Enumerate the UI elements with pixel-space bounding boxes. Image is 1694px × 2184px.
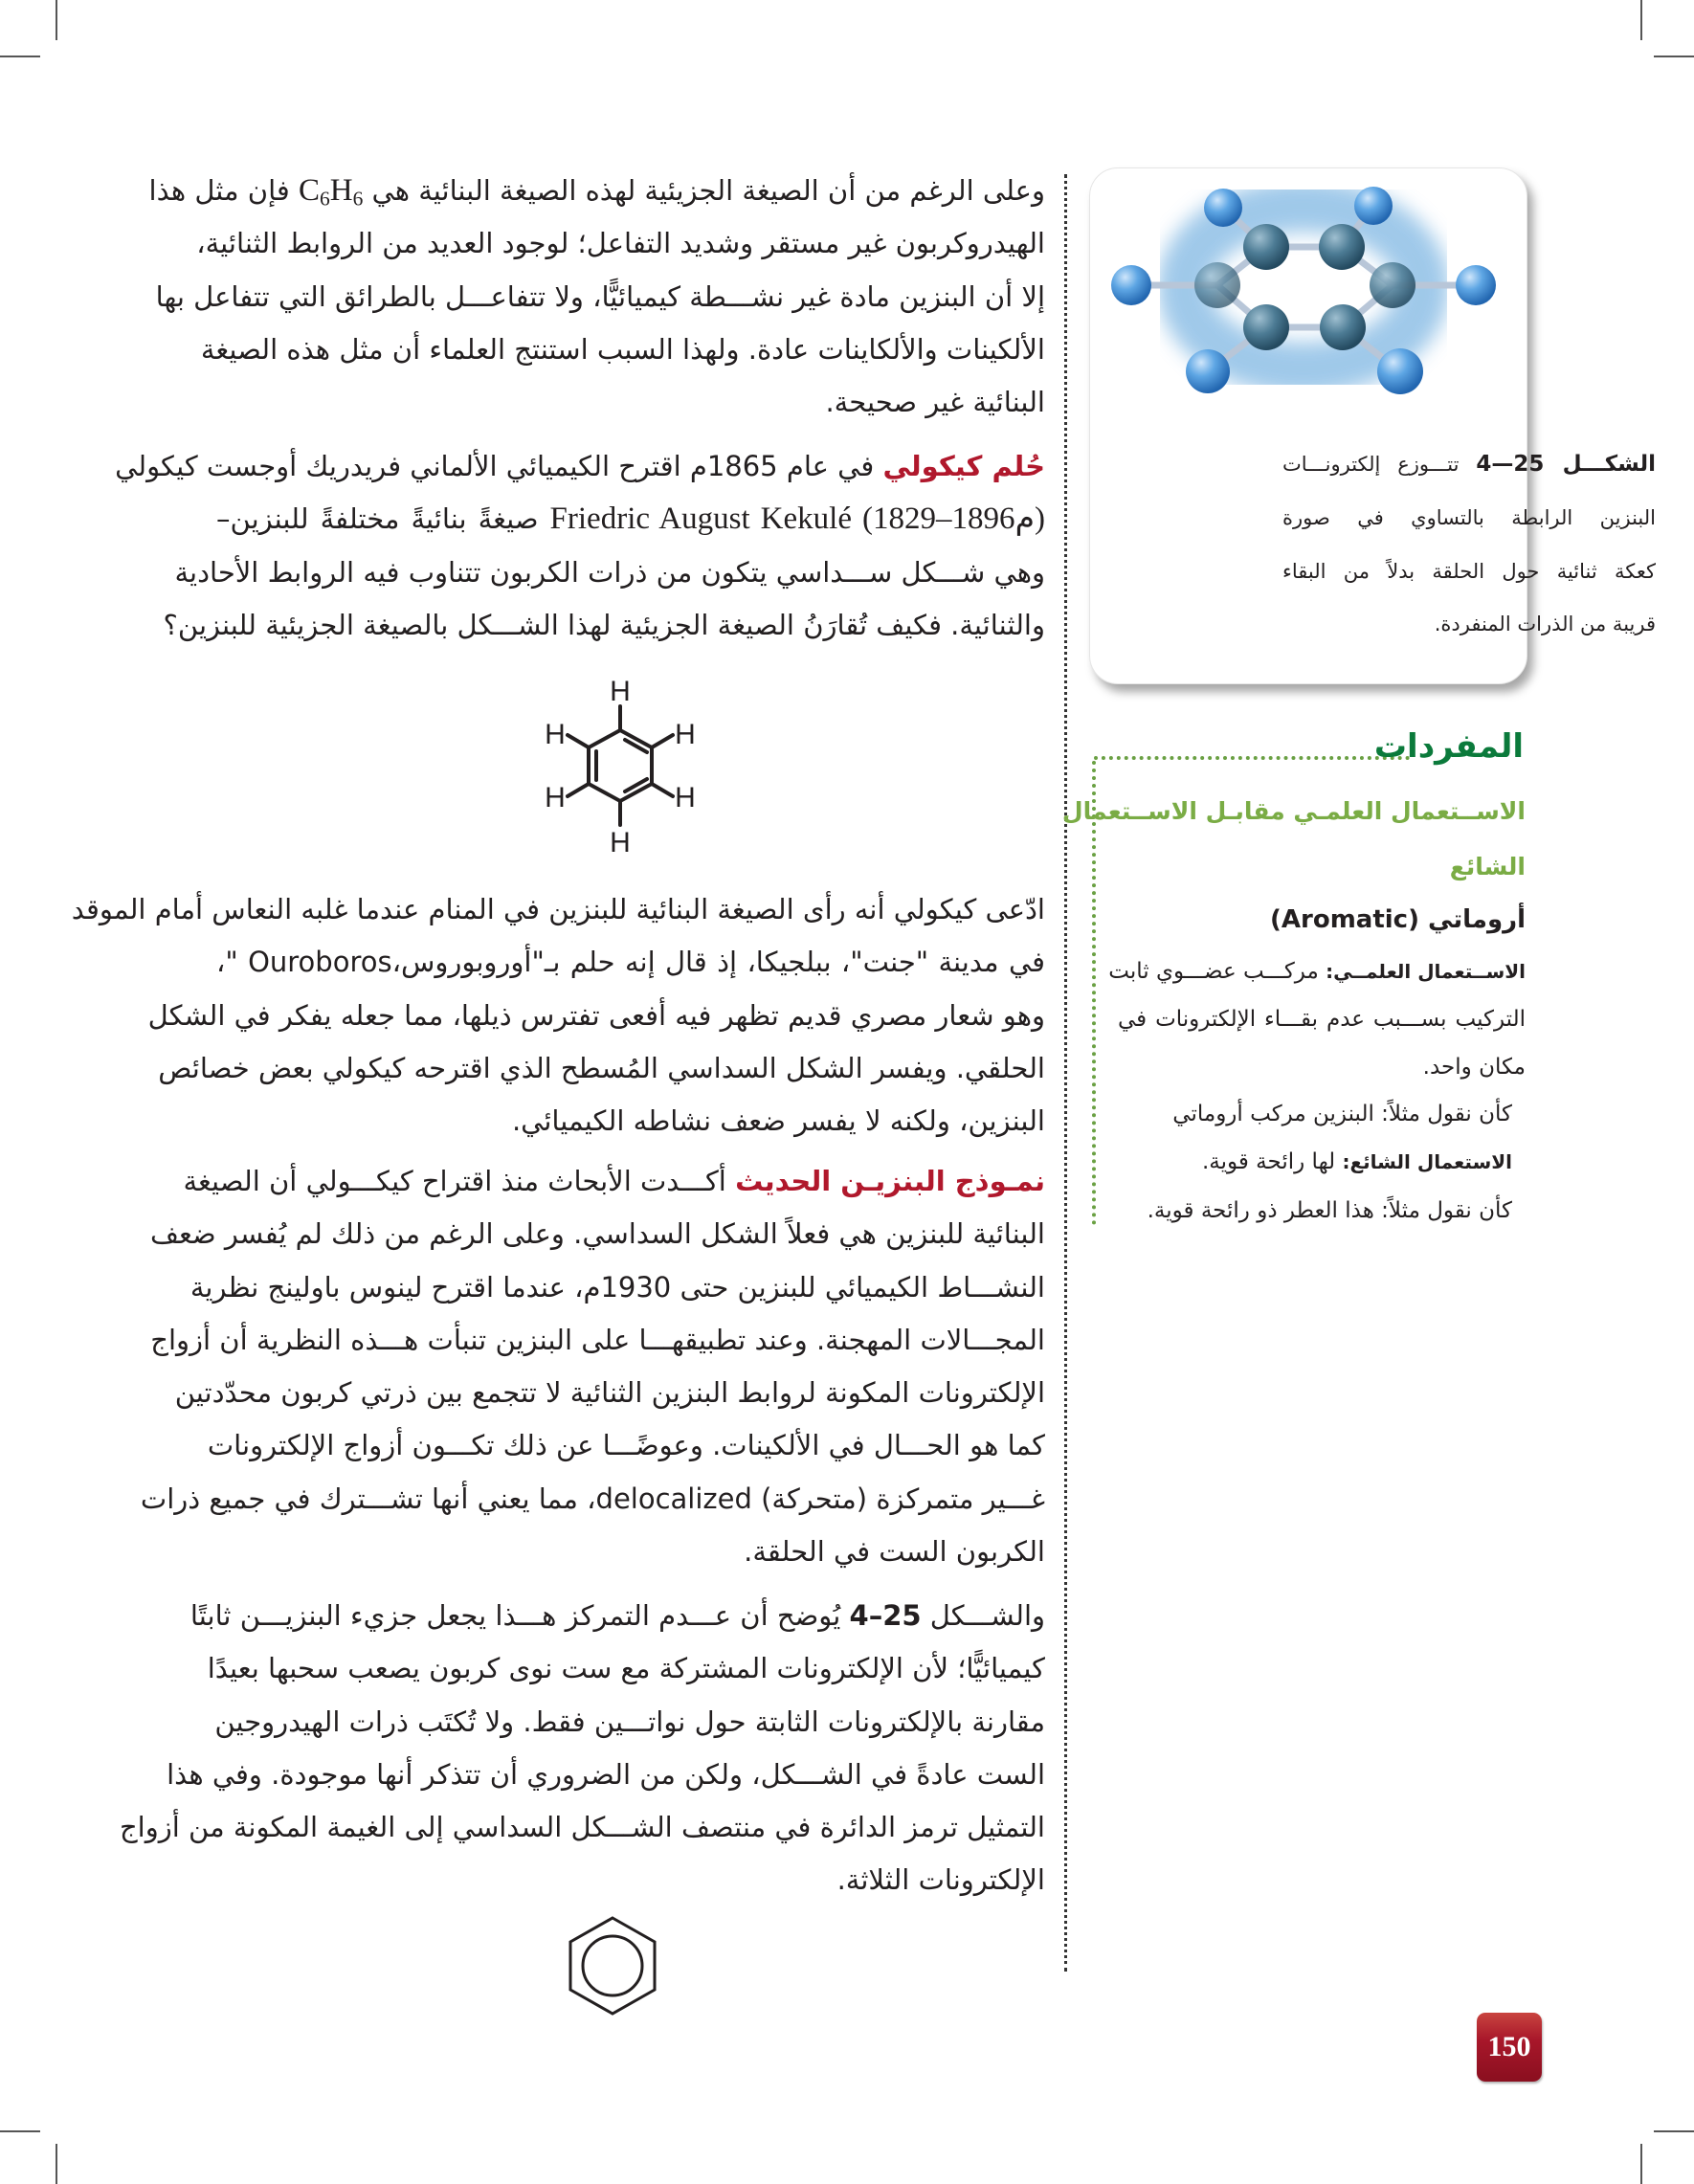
text: في عام 1865م اقترح الكيميائي الألماني فريدريك أوجست كيكولي [115, 450, 875, 482]
atom-label-h: H [610, 676, 631, 707]
common-use-label: الاستعمال الشائع: [1342, 1150, 1512, 1173]
text-line [148, 165, 1045, 217]
crop-mark [0, 56, 40, 57]
figure-caption-line: كعكة ثنائية حول الحلقة بدلاً من البقاء [1282, 560, 1656, 583]
figure-caption-line: قريبة من الذرات المنفردة. [1434, 613, 1656, 635]
text: وعلى الرغم من أن الصيغة الجزيئية لهذه الصيغة البنائية هي [371, 174, 1045, 207]
text: أكـــدت الأبحاث منذ اقتراح كيكـــولي أن الصيغة [183, 1165, 726, 1197]
crop-mark [56, 0, 57, 40]
formula-part: C [299, 173, 321, 208]
text-line [189, 1590, 1045, 1642]
section-lead-kekule-dream: حُلم كيكولي [882, 450, 1045, 482]
paragraph-modern-model [140, 1155, 1045, 1578]
atom-label-h: H [610, 827, 631, 858]
atom-label-h: H [675, 782, 696, 813]
formula-part: H [329, 173, 353, 208]
figure-label: الشكـــل 25—4 [1476, 452, 1656, 477]
figure-caption-line [1282, 437, 1656, 491]
vocab-subtitle: الاســتعمال العلمـي مقابـل الاســتعمال [1061, 797, 1526, 825]
benzene-ring-symbol [563, 1914, 662, 2017]
formula-part: 6 [320, 187, 330, 211]
atom-label-h: H [545, 782, 566, 813]
vocab-line: مكان واحد. [1422, 1055, 1526, 1080]
figure-reference: 25–4 [849, 1599, 922, 1632]
kekule-structure-diagram [536, 670, 727, 861]
text-line: وهو شعار مصري قديم تظهر فيه أفعى تفترس ذيلها، مما جعله يفكر في الشكل [147, 998, 1045, 1032]
vocab-line: التركيب بســـبب عدم بقـــاء الإلكترونات في [1118, 1007, 1526, 1032]
text-line: الإلكترونات الثلاثة. [836, 1863, 1045, 1897]
text-line: البنائية غير صحيحة. [825, 386, 1045, 419]
text-line: التمثيل ترمز الدائرة في منتصف الشـــكل السداسي إلى الغيمة المكونة من أزواج [119, 1811, 1045, 1844]
column-divider [1064, 174, 1067, 1972]
text-line: الإلكترونات المكونة لروابط البنزين الثنائية لا تتجمع بين ذرتي كربون محدّدتين [174, 1376, 1045, 1410]
text: صيغةً بنائيةً مختلفةً للبنزين– [216, 502, 539, 536]
vocab-example: كأن نقول مثلاً: البنزين مركب أروماتي [1172, 1102, 1512, 1126]
text-line: الحلقي. ويفسر الشكل السداسي المُسطح الذي اقترحه كيكولي بعض خصائص [158, 1051, 1045, 1084]
text-line: إلا أن البنزين مادة غير نشـــطة كيميائيًّا، ولا تتفاعـــل بالطرائق التي تتفاعل بها [155, 279, 1045, 313]
page-number-badge: 150 [1477, 2013, 1542, 2082]
paragraph-ouroboros [71, 883, 1045, 1148]
atom-label-h: H [675, 719, 696, 750]
text-line: في مدينة "جنت"، ببلجيكا، إذ قال إنه حلم بـ"أوروبوروس،Ouroboros "، [216, 946, 1045, 979]
text-line: كما هو الحـــال في الألكينات. وعوضًـــا عن ذلك تكـــون أزواج الإلكترونات [207, 1429, 1045, 1462]
vocab-title: المفردات [1373, 727, 1524, 766]
vocab-line [1108, 959, 1526, 984]
atom-label-h: H [545, 719, 566, 750]
crop-mark [1654, 56, 1694, 57]
text: تتـــوزع إلكترونـــات [1282, 453, 1460, 476]
vocab-line [1104, 1149, 1512, 1174]
text: لها رائحة قوية. [1201, 1149, 1336, 1174]
text: مركـــب عضـــوي ثابت [1108, 959, 1319, 984]
paragraph-benzene-formula [148, 165, 1045, 429]
text-line: مقارنة بالإلكترونات الثابتة حول نواتـــين فقط. ولا تُكتَب ذرات الهيدروجين [214, 1705, 1045, 1738]
paragraph-figure-reference [119, 1590, 1045, 1907]
paragraph-kekule-dream [115, 440, 1045, 652]
text-line [216, 493, 1045, 546]
text-line: الكربون الست في الحلقة. [744, 1535, 1045, 1569]
benzene-molecule-model [1091, 172, 1531, 431]
scientific-use-label: الاســتعمال العلمــي: [1326, 960, 1526, 983]
text-line: الألكينات والألكاينات عادة. ولهذا السبب استنتج العلماء أن مثل هذه الصيغة [200, 332, 1045, 366]
text-line: النشـــاط الكيميائي للبنزين حتى 1930م، عندما اقترح لينوس باولينج نظرية [189, 1270, 1045, 1304]
vocab-example: كأن نقول مثلاً: هذا العطر ذو رائحة قوية. [1147, 1198, 1512, 1223]
formula-part: 6 [352, 187, 364, 211]
text-line: كيميائيًّا؛ لأن الإلكترونات المشتركة مع ست نوى كربون يصعب سحبها بعيدًا [207, 1652, 1045, 1685]
text: فإن مثل هذا [148, 174, 290, 207]
text-line: الهيدروكربون غير مستقر وشديد التفاعل؛ لوجود العديد من الروابط الثنائية، [196, 227, 1045, 260]
figure-caption-line: البنزين الرابطة بالتساوي في صورة [1282, 506, 1656, 529]
text-line: والثنائية. فكيف تُقارَنُ الصيغة الجزيئية لهذا الشـــكل بالصيغة الجزيئية للبنزين؟ [163, 608, 1045, 641]
crop-mark [1640, 0, 1642, 40]
text: يُوضح أن عـــدم التمركز هـــذا يجعل جزيء البنزيـــن ثابتًا [189, 1599, 841, 1632]
crop-mark [0, 2130, 40, 2132]
text-line: غـــير متمركزة (متحركة) delocalized، مما يعني أنها تشـــترك في جميع ذرات [140, 1482, 1045, 1515]
vocab-term: أروماتي (Aromatic) [1270, 905, 1526, 934]
text-line [115, 440, 1045, 493]
text-line: البنزين، ولكنه لا يفسر ضعف نشاطه الكيميائي. [511, 1104, 1045, 1138]
text-line: المجـــالات المهجنة. وعند تطبيقهـــا على البنزين تنبأت هـــذه النظرية أن أزواج [150, 1323, 1045, 1356]
text-line: البنائية للبنزين هي فعلاً الشكل السداسي. وعلى الرغم من ذلك لم يُفسر ضعف [149, 1217, 1045, 1251]
crop-mark [56, 2144, 57, 2184]
text: والشـــكل [929, 1599, 1045, 1632]
text-line [183, 1155, 1045, 1208]
section-lead-modern-model: نمـوذج البنزيـن الحديث [735, 1165, 1045, 1197]
vocab-subtitle: الشائع [1449, 853, 1526, 880]
text-line: الست عادةً في الشـــكل، ولكن من الضروري أن تتذكر أنها موجودة. وفي هذا [167, 1757, 1045, 1791]
formula-c6h6 [299, 173, 364, 211]
crop-mark [1654, 2130, 1694, 2132]
kekule-name: Friedric August Kekulé (1829–1896م) [549, 501, 1045, 537]
text-line: ادّعى كيكولي أنه رأى الصيغة البنائية للبنزين في المنام عندما غلبه النعاس أمام الموقد [71, 893, 1045, 925]
vocab-dotted-rule [1094, 756, 1410, 760]
text-line: وهي شـــكل ســـداسي يتكون من ذرات الكربون تتناوب فيه الروابط الأحادية [174, 555, 1045, 589]
crop-mark [1640, 2144, 1642, 2184]
vocab-dotted-border [1092, 761, 1096, 1225]
